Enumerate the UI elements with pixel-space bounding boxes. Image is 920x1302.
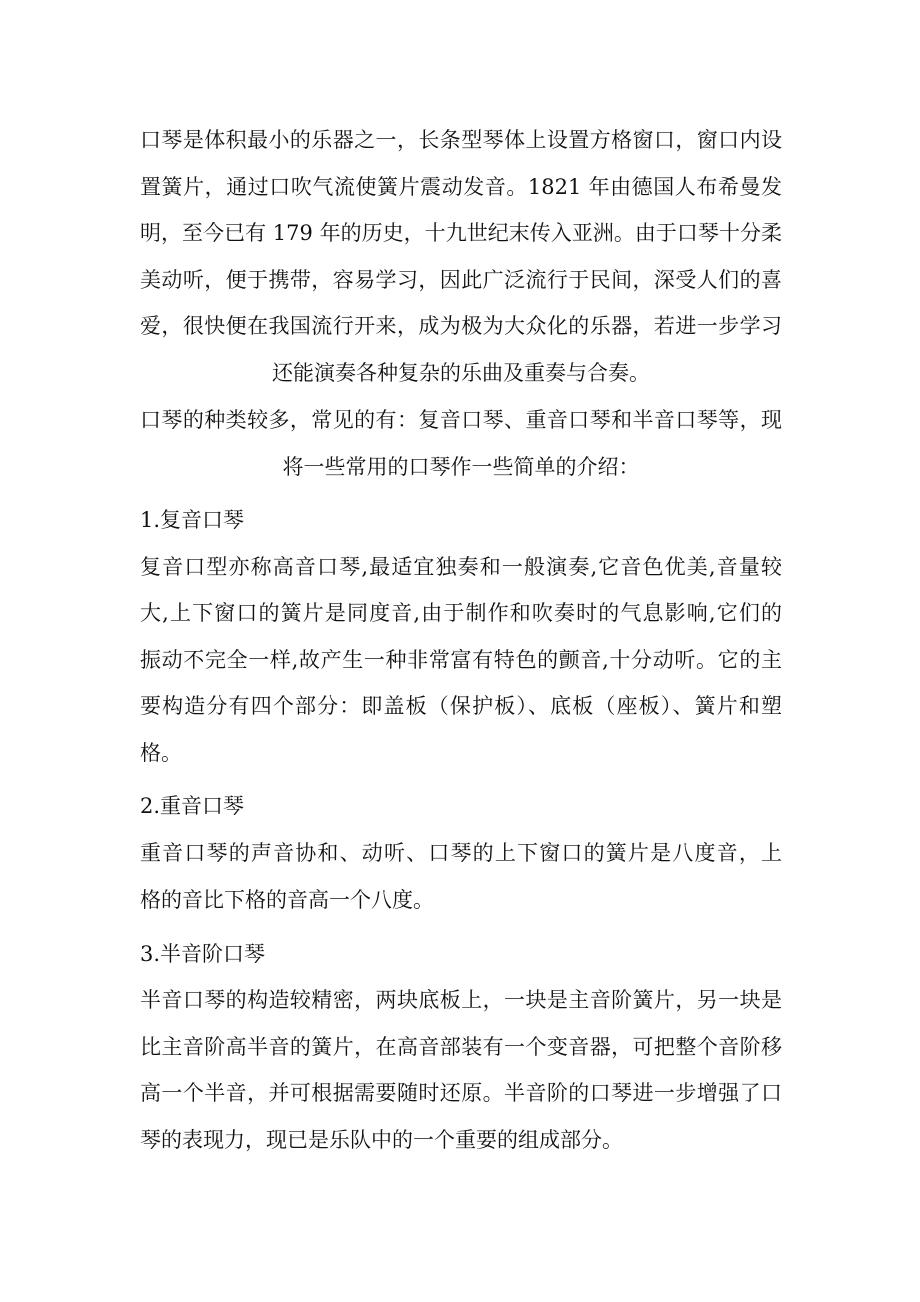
text-line: 还能演奏各种复杂的乐曲及重奏与合奏。 xyxy=(272,361,650,385)
section-heading: 3.半音阶口琴 xyxy=(140,942,266,966)
section-heading: 1.复音口琴 xyxy=(140,508,245,532)
section-heading: 2.重音口琴 xyxy=(140,794,245,818)
text-line: 琴的表现力，现已是乐队中的一个重要的组成部分。 xyxy=(140,1128,623,1152)
text-line: 格。 xyxy=(140,741,182,765)
text-line: 置簧片，通过口吹气流使簧片震动发音。1821 年由德国人布希曼发 xyxy=(140,175,782,199)
text-line: 爱，很快便在我国流行开来，成为极为大众化的乐器，若进一步学习 xyxy=(140,314,782,338)
text-line: 复音口型亦称高音口琴,最适宜独奏和一般演奏,它音色优美,音量较 xyxy=(140,555,782,579)
text-line: 要构造分有四个部分：即盖板（保护板）、底板（座板）、簧片和塑 xyxy=(140,694,782,718)
text-line: 口琴的种类较多，常见的有：复音口琴、重音口琴和半音口琴等，现 xyxy=(140,408,782,432)
text-line: 高一个半音，并可根据需要随时还原。半音阶的口琴进一步增强了口 xyxy=(140,1081,782,1105)
text-line: 重音口琴的声音协和、动听、口琴的上下窗口的簧片是八度音，上 xyxy=(140,841,782,865)
text-line: 口琴是体积最小的乐器之一，长条型琴体上设置方格窗口，窗口内设 xyxy=(140,128,782,152)
text-line: 振动不完全一样,故产生一种非常富有特色的颤音,十分动听。它的主 xyxy=(140,648,782,672)
text-line: 比主音阶高半音的簧片，在高音部装有一个变音器，可把整个音阶移 xyxy=(140,1035,782,1059)
text-line: 将一些常用的口琴作一些简单的介绍： xyxy=(282,455,640,479)
text-line: 美动听，便于携带，容易学习，因此广泛流行于民间，深受人们的喜 xyxy=(140,268,782,292)
text-line: 格的音比下格的音高一个八度。 xyxy=(140,888,434,912)
text-line: 明，至今已有 179 年的历史，十九世纪末传入亚洲。由于口琴十分柔 xyxy=(140,221,782,245)
text-line: 大,上下窗口的簧片是同度音,由于制作和吹奏时的气息影响,它们的 xyxy=(140,601,782,625)
text-line: 半音口琴的构造较精密，两块底板上，一块是主音阶簧片，另一块是 xyxy=(140,988,782,1012)
